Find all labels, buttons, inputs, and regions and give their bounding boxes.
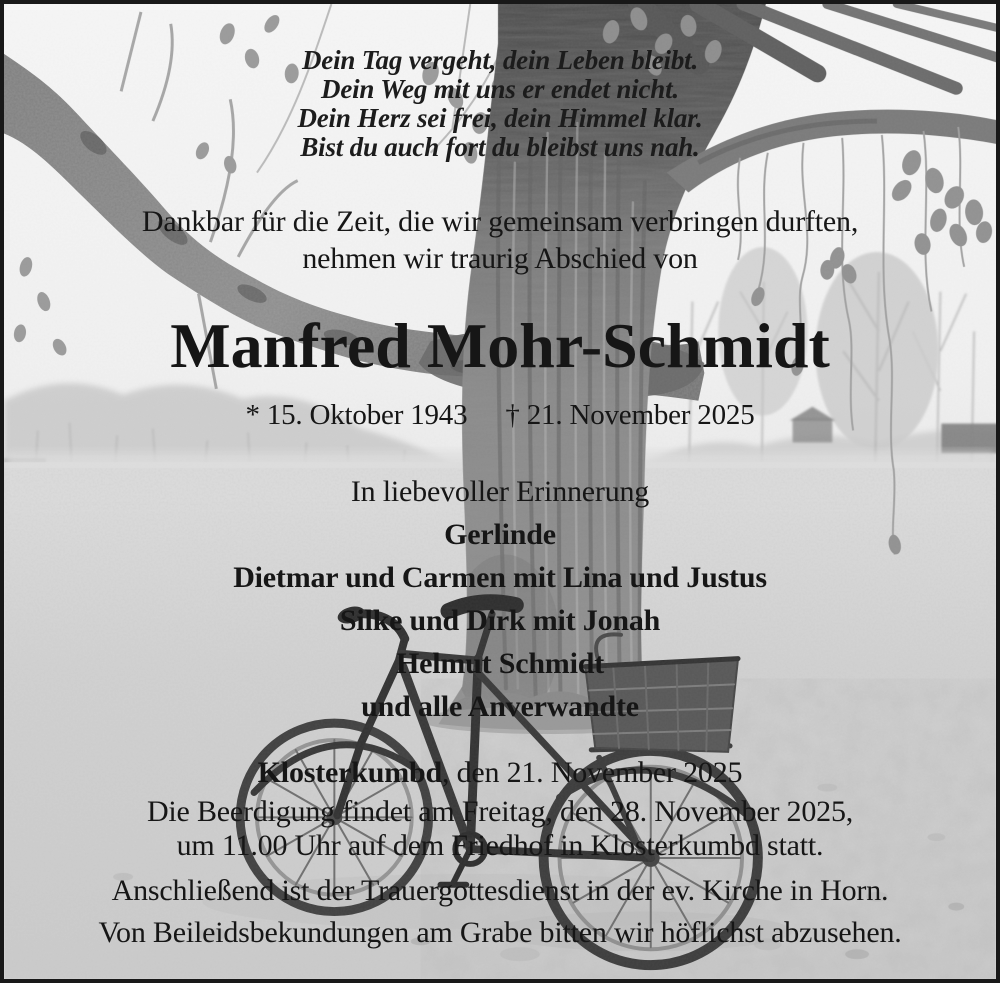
mourner-name: und alle Anverwandte (361, 690, 639, 723)
mourner-name: Helmut Schmidt (395, 647, 605, 680)
poem-line: Dein Herz sei frei, dein Himmel klar. (297, 103, 703, 133)
memoriam-block (4, 470, 996, 728)
intro-line: Dankbar für die Zeit, die wir gemeinsam verbringen durften, (141, 205, 859, 238)
deceased-name: Manfred Mohr-Schmidt (170, 310, 830, 381)
intro-text (4, 203, 996, 277)
dateline (4, 756, 996, 789)
funeral-line: Die Beerdigung findet am Freitag, den 28. November 2025, (146, 795, 854, 828)
death-date: † 21. November 2025 (505, 399, 755, 431)
mourner-name: Dietmar und Carmen mit Lina und Justus (233, 561, 767, 594)
dateline-rest: , den 21. November 2025 (441, 756, 743, 789)
funeral-info (4, 795, 996, 863)
dateline-place: Klosterkumbd (257, 756, 442, 789)
poem-verse (4, 46, 996, 162)
service-info: Anschließend ist der Trauergottesdienst in der ev. Kirche in Horn. (111, 874, 889, 907)
poem-line: Dein Weg mit uns er endet nicht. (321, 74, 679, 104)
poem-line: Dein Tag vergeht, dein Leben bleibt. (301, 45, 698, 75)
condolence-note: Von Beileidsbekundungen am Grabe bitten wir höflichst abzusehen. (98, 916, 902, 949)
intro-line: nehmen wir traurig Abschied von (302, 242, 698, 275)
mourner-name: Silke und Dirk mit Jonah (339, 604, 661, 637)
poem-line: Bist du auch fort du bleibst uns nah. (300, 132, 700, 162)
birth-date: * 15. Oktober 1943 (245, 399, 468, 431)
memoriam-heading: In liebevoller Erinnerung (350, 475, 650, 508)
mourner-name: Gerlinde (444, 518, 556, 551)
life-dates (4, 399, 996, 431)
funeral-line: um 11.00 Uhr auf dem Friedhof in Klosterkumbd statt. (176, 829, 824, 862)
